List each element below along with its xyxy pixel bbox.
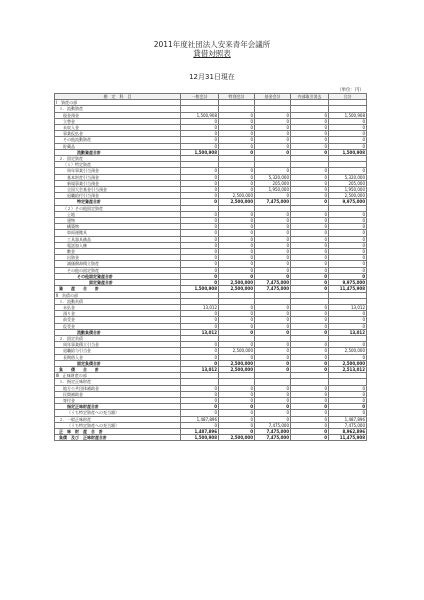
account-label: （１）特定資産	[55, 162, 181, 168]
account-label: 現金預金	[55, 112, 181, 118]
amount-cell: 205,000	[329, 180, 367, 186]
amount-cell: 0	[255, 416, 291, 422]
amount-cell: 0	[291, 230, 329, 236]
account-label: 正 味 財 産 合 計	[55, 428, 181, 434]
amount-cell: 0	[329, 385, 367, 391]
amount-cell: 0	[181, 230, 219, 236]
amount-cell: 0	[255, 360, 291, 366]
amount-cell: 0	[181, 137, 219, 143]
amount-cell: 1,487,896	[181, 428, 219, 434]
amount-cell: 0	[255, 193, 291, 199]
amount-cell: 2,500,000	[219, 348, 255, 354]
amount-cell: 0	[291, 342, 329, 348]
header-account: 勘 定 科 目	[55, 94, 181, 100]
amount-cell: 0	[329, 317, 367, 323]
account-label: 電話加入権	[55, 242, 181, 248]
amount-cell: 0	[291, 323, 329, 329]
amount-cell: 0	[291, 224, 329, 230]
amount-cell: 0	[329, 273, 367, 279]
amount-cell: 5,320,000	[329, 174, 367, 180]
amount-cell: 0	[291, 199, 329, 205]
amount-cell: 0	[181, 422, 219, 428]
account-label: 前受金	[55, 317, 181, 323]
account-label: １．流動資産	[55, 106, 181, 112]
amount-cell: 7,475,000	[329, 422, 367, 428]
amount-cell: 0	[255, 354, 291, 360]
amount-cell: 0	[291, 118, 329, 124]
account-label: 構築物	[55, 224, 181, 230]
amount-cell: 0	[181, 174, 219, 180]
account-label: （２）その他固定資産	[55, 205, 181, 211]
amount-cell: 0	[181, 187, 219, 193]
account-label: 民間補助金	[55, 391, 181, 397]
amount-cell: 0	[255, 404, 291, 410]
document-title-block	[0, 40, 424, 58]
amount-cell: 0	[181, 255, 219, 261]
amount-cell: 0	[181, 354, 219, 360]
amount-cell: 0	[181, 199, 219, 205]
amount-cell: 0	[181, 168, 219, 174]
amount-cell: 0	[181, 342, 219, 348]
amount-cell: 0	[291, 416, 329, 422]
amount-cell: 0	[329, 404, 367, 410]
amount-cell: 0	[291, 218, 329, 224]
amount-cell: 2,500,000	[219, 280, 255, 286]
amount-cell: 0	[181, 317, 219, 323]
account-label: その他の固定資産	[55, 267, 181, 273]
amount-cell: 0	[181, 131, 219, 137]
amount-cell: 5,320,000	[255, 174, 291, 180]
amount-cell: 0	[181, 397, 219, 403]
amount-cell: 0	[219, 311, 255, 317]
amount-cell: 0	[181, 410, 219, 416]
account-label: 退職給付引当預金	[55, 193, 181, 199]
amount-cell: 13,012	[329, 304, 367, 310]
account-label: 未払金	[55, 304, 181, 310]
account-label: ２．固定負債	[55, 335, 181, 341]
amount-cell: 13,012	[329, 329, 367, 335]
amount-cell: 0	[291, 249, 329, 255]
amount-cell: 0	[291, 329, 329, 335]
amount-cell: 0	[329, 342, 367, 348]
account-label: 敷金	[55, 249, 181, 255]
amount-cell: 2,500,000	[329, 360, 367, 366]
amount-cell: 0	[329, 323, 367, 329]
amount-cell: 11,475,908	[329, 435, 367, 441]
amount-cell: 0	[219, 354, 255, 360]
amount-cell: 0	[291, 280, 329, 286]
amount-cell: 0	[181, 391, 219, 397]
amount-cell: 0	[181, 218, 219, 224]
account-label: （うち特定資産への充当額）	[55, 410, 181, 416]
amount-cell: 205,000	[255, 180, 291, 186]
amount-cell: 0	[181, 385, 219, 391]
amount-cell: 0	[291, 125, 329, 131]
account-label: ２．固定資産	[55, 156, 181, 162]
account-label: 新規事業引当預金	[55, 180, 181, 186]
amount-cell: 1,950,000	[255, 187, 291, 193]
amount-cell: 0	[291, 410, 329, 416]
amount-cell: 0	[291, 404, 329, 410]
amount-cell: 0	[255, 168, 291, 174]
amount-cell: 0	[181, 404, 219, 410]
amount-cell: 0	[219, 317, 255, 323]
amount-cell: 0	[329, 168, 367, 174]
amount-cell: 1,500,908	[181, 435, 219, 441]
account-label: その他流動資産	[55, 137, 181, 143]
amount-cell: 2,500,000	[219, 193, 255, 199]
amount-cell: 0	[181, 280, 219, 286]
amount-cell: 0	[329, 261, 367, 267]
amount-cell: 0	[329, 311, 367, 317]
account-label: 減価償却積立資産	[55, 261, 181, 267]
account-label: 流動資産合計	[55, 149, 181, 155]
amount-cell: 0	[181, 323, 219, 329]
amount-cell: 0	[255, 267, 291, 273]
amount-cell: 0	[255, 131, 291, 137]
account-label: 工具器具備品	[55, 236, 181, 242]
amount-cell: 1,500,908	[181, 286, 219, 292]
amount-cell: 0	[219, 255, 255, 261]
amount-cell: 0	[181, 125, 219, 131]
amount-cell: 0	[291, 435, 329, 441]
amount-cell: 0	[329, 118, 367, 124]
amount-cell: 0	[255, 224, 291, 230]
amount-cell: 0	[329, 249, 367, 255]
amount-cell: 0	[291, 428, 329, 434]
amount-cell: 0	[255, 218, 291, 224]
amount-cell: 7,475,000	[255, 199, 291, 205]
amount-cell: 1,500,908	[329, 112, 367, 118]
account-label: 出資金	[55, 255, 181, 261]
amount-cell: 0	[255, 118, 291, 124]
amount-cell: 0	[255, 112, 291, 118]
account-label: 立替金	[55, 118, 181, 124]
amount-cell: 0	[255, 397, 291, 403]
amount-cell: 0	[255, 143, 291, 149]
amount-cell: 0	[291, 193, 329, 199]
amount-cell: 0	[329, 391, 367, 397]
amount-cell: 0	[329, 211, 367, 217]
account-label: 預り金	[55, 311, 181, 317]
amount-cell: 0	[329, 143, 367, 149]
amount-cell: 0	[291, 422, 329, 428]
amount-cell: 2,500,000	[219, 199, 255, 205]
amount-cell: 0	[181, 180, 219, 186]
amount-cell: 0	[255, 311, 291, 317]
amount-cell: 0	[255, 261, 291, 267]
amount-cell: 0	[291, 143, 329, 149]
amount-cell: 0	[291, 267, 329, 273]
account-label: 流動負債合計	[55, 329, 181, 335]
account-label: 車両運搬具	[55, 230, 181, 236]
amount-cell: 0	[255, 410, 291, 416]
amount-cell: 0	[181, 224, 219, 230]
amount-cell: 2,500,000	[219, 435, 255, 441]
amount-cell: 0	[255, 348, 291, 354]
amount-cell: 0	[181, 193, 219, 199]
amount-cell: 0	[255, 323, 291, 329]
amount-cell: 0	[291, 131, 329, 137]
amount-cell: 0	[255, 304, 291, 310]
account-label: Ⅰ 資産の部	[55, 100, 181, 106]
account-label: 建物	[55, 218, 181, 224]
amount-cell: 0	[219, 224, 255, 230]
amount-cell: 0	[219, 342, 255, 348]
amount-cell: 13,012	[181, 329, 219, 335]
amount-cell: 0	[329, 267, 367, 273]
amount-cell: 7,475,000	[255, 435, 291, 441]
amount-cell: 2,513,012	[329, 366, 367, 372]
account-label: 退職給与引当金	[55, 348, 181, 354]
amount-cell: 0	[329, 131, 367, 137]
amount-cell: 0	[291, 236, 329, 242]
amount-cell: 0	[291, 366, 329, 372]
amount-cell: 7,475,000	[255, 280, 291, 286]
amount-cell: 0	[255, 273, 291, 279]
amount-cell: 0	[255, 255, 291, 261]
amount-cell: 7,475,000	[255, 428, 291, 434]
amount-cell: 0	[219, 267, 255, 273]
document-subtitle: 貸借対照表	[193, 49, 231, 58]
amount-cell: 0	[181, 211, 219, 217]
amount-cell: 0	[181, 273, 219, 279]
amount-cell: 0	[181, 348, 219, 354]
amount-cell: 2,500,000	[329, 348, 367, 354]
amount-cell: 0	[255, 137, 291, 143]
account-label: 長期借入金	[55, 354, 181, 360]
account-label: 全国大会基金引当預金	[55, 187, 181, 193]
amount-cell: 13,012	[181, 304, 219, 310]
amount-cell: 0	[181, 311, 219, 317]
account-label: 事業仮払金	[55, 131, 181, 137]
header-general: 一般会計	[181, 94, 219, 100]
account-label: 指定正味財産合計	[55, 404, 181, 410]
amount-cell: 0	[219, 174, 255, 180]
amount-cell: 0	[219, 236, 255, 242]
amount-cell: 0	[291, 187, 329, 193]
amount-cell: 0	[219, 404, 255, 410]
amount-cell: 0	[291, 354, 329, 360]
amount-cell: 0	[219, 168, 255, 174]
amount-cell: 0	[291, 242, 329, 248]
amount-cell: 1,500,908	[181, 149, 219, 155]
amount-cell: 0	[219, 416, 255, 422]
account-label: 地方公共団体補助金	[55, 385, 181, 391]
table-total-row	[55, 435, 367, 441]
amount-cell: 8,962,896	[329, 428, 367, 434]
amount-cell: 0	[291, 174, 329, 180]
account-label: 周年事業引当預金	[55, 168, 181, 174]
amount-cell: 0	[181, 236, 219, 242]
amount-cell: 0	[291, 255, 329, 261]
amount-cell: 0	[291, 391, 329, 397]
amount-cell: 0	[255, 211, 291, 217]
amount-cell: 0	[291, 149, 329, 155]
account-label: 周年事業積立引当金	[55, 342, 181, 348]
amount-cell: 0	[255, 249, 291, 255]
amount-cell: 0	[219, 242, 255, 248]
amount-cell: 0	[219, 118, 255, 124]
header-special: 特別会計	[219, 94, 255, 100]
account-label: 貯蔵品	[55, 143, 181, 149]
document-title: 2011年度社団法人安来青年会議所	[153, 40, 271, 49]
amount-cell: 0	[329, 125, 367, 131]
amount-cell: 1,487,896	[181, 416, 219, 422]
amount-cell: 0	[291, 180, 329, 186]
amount-cell: 0	[219, 397, 255, 403]
amount-cell: 1,487,896	[329, 416, 367, 422]
amount-cell: 0	[219, 410, 255, 416]
amount-cell: 0	[291, 397, 329, 403]
amount-cell: 0	[291, 211, 329, 217]
amount-cell: 0	[255, 391, 291, 397]
account-label: （うち特定資産への充当額）	[55, 422, 181, 428]
amount-cell: 7,475,000	[255, 422, 291, 428]
header-elimination: 内部取引消去	[291, 94, 329, 100]
amount-cell: 0	[181, 118, 219, 124]
amount-cell: 0	[181, 249, 219, 255]
amount-cell: 0	[291, 348, 329, 354]
amount-cell: 0	[219, 422, 255, 428]
amount-cell: 0	[181, 360, 219, 366]
amount-cell: 0	[219, 428, 255, 434]
amount-cell: 0	[291, 168, 329, 174]
amount-cell: 0	[255, 125, 291, 131]
amount-cell: 2,500,000	[219, 366, 255, 372]
amount-cell: 0	[329, 410, 367, 416]
amount-cell: 0	[219, 230, 255, 236]
amount-cell: 7,475,000	[255, 286, 291, 292]
account-label: 資 産 合 計	[55, 286, 181, 292]
amount-cell: 0	[291, 385, 329, 391]
account-label: 未収入金	[55, 125, 181, 131]
amount-cell: 9,975,000	[329, 199, 367, 205]
amount-cell: 0	[219, 218, 255, 224]
account-label: 固定負債合計	[55, 360, 181, 366]
account-label: 特定資産合計	[55, 199, 181, 205]
amount-cell: 0	[181, 261, 219, 267]
amount-cell: 0	[181, 143, 219, 149]
amount-cell: 0	[329, 397, 367, 403]
amount-cell: 9,975,000	[329, 280, 367, 286]
account-label: 寄付金	[55, 397, 181, 403]
amount-cell: 0	[329, 230, 367, 236]
account-label: Ⅱ 負債の部	[55, 292, 181, 298]
amount-cell: 0	[329, 255, 367, 261]
account-label: 仮受金	[55, 323, 181, 329]
amount-cell: 0	[181, 242, 219, 248]
amount-cell: 0	[291, 311, 329, 317]
amount-cell: 0	[291, 273, 329, 279]
amount-cell: 2,500,000	[329, 193, 367, 199]
amount-cell: 13,012	[181, 366, 219, 372]
amount-cell: 2,500,000	[219, 360, 255, 366]
amount-cell: 0	[255, 236, 291, 242]
account-label: 基本財産引当預金	[55, 174, 181, 180]
amount-cell: 11,475,908	[329, 286, 367, 292]
amount-cell: 0	[291, 112, 329, 118]
amount-cell: 0	[329, 236, 367, 242]
account-label: １．指定正味財産	[55, 379, 181, 385]
amount-cell: 0	[255, 329, 291, 335]
unit-note: （単位：円）	[337, 88, 364, 93]
amount-cell: 0	[219, 385, 255, 391]
amount-cell: 0	[255, 317, 291, 323]
amount-cell: 0	[329, 224, 367, 230]
amount-cell: 0	[219, 131, 255, 137]
amount-cell: 0	[291, 360, 329, 366]
account-label: １．流動負債	[55, 298, 181, 304]
amount-cell: 0	[255, 342, 291, 348]
amount-cell: 0	[291, 304, 329, 310]
amount-cell: 0	[219, 323, 255, 329]
amount-cell: 0	[329, 218, 367, 224]
amount-cell: 0	[219, 149, 255, 155]
amount-cell: 0	[329, 242, 367, 248]
amount-cell: 1,950,000	[329, 187, 367, 193]
amount-cell: 2,500,000	[219, 286, 255, 292]
amount-cell: 0	[219, 329, 255, 335]
account-label: 固定資産合計	[55, 280, 181, 286]
account-label: ２．一般正味財産	[55, 416, 181, 422]
amount-cell: 0	[219, 273, 255, 279]
amount-cell: 0	[255, 385, 291, 391]
amount-cell: 0	[219, 112, 255, 118]
account-label: 土地	[55, 211, 181, 217]
amount-cell: 0	[255, 242, 291, 248]
account-label: Ⅲ 正味財産の部	[55, 373, 181, 379]
amount-cell: 0	[219, 261, 255, 267]
amount-cell: 0	[219, 391, 255, 397]
balance-sheet-table	[54, 93, 367, 441]
amount-cell: 0	[219, 137, 255, 143]
amount-cell: 0	[255, 230, 291, 236]
document-date: 12月31日現在	[189, 73, 235, 81]
amount-cell: 1,500,908	[329, 149, 367, 155]
amount-cell: 0	[329, 137, 367, 143]
amount-cell: 0	[219, 125, 255, 131]
account-label: 負債 及び 正味財産合計	[55, 435, 181, 441]
account-label: 負 債 合 計	[55, 366, 181, 372]
amount-cell: 0	[291, 286, 329, 292]
amount-cell: 0	[255, 149, 291, 155]
table-body	[55, 100, 367, 441]
amount-cell: 0	[219, 211, 255, 217]
header-fund: 基金会計	[255, 94, 291, 100]
amount-cell: 0	[291, 261, 329, 267]
amount-cell: 0	[219, 180, 255, 186]
amount-cell: 0	[255, 366, 291, 372]
amount-cell: 0	[291, 137, 329, 143]
amount-cell: 0	[219, 249, 255, 255]
amount-cell: 0	[219, 143, 255, 149]
amount-cell: 0	[219, 187, 255, 193]
amount-cell: 0	[219, 304, 255, 310]
account-label: その他固定資産合計	[55, 273, 181, 279]
amount-cell: 0	[291, 317, 329, 323]
amount-cell: 1,500,908	[181, 112, 219, 118]
amount-cell: 0	[181, 267, 219, 273]
header-total: 合計	[329, 94, 367, 100]
amount-cell: 0	[329, 354, 367, 360]
